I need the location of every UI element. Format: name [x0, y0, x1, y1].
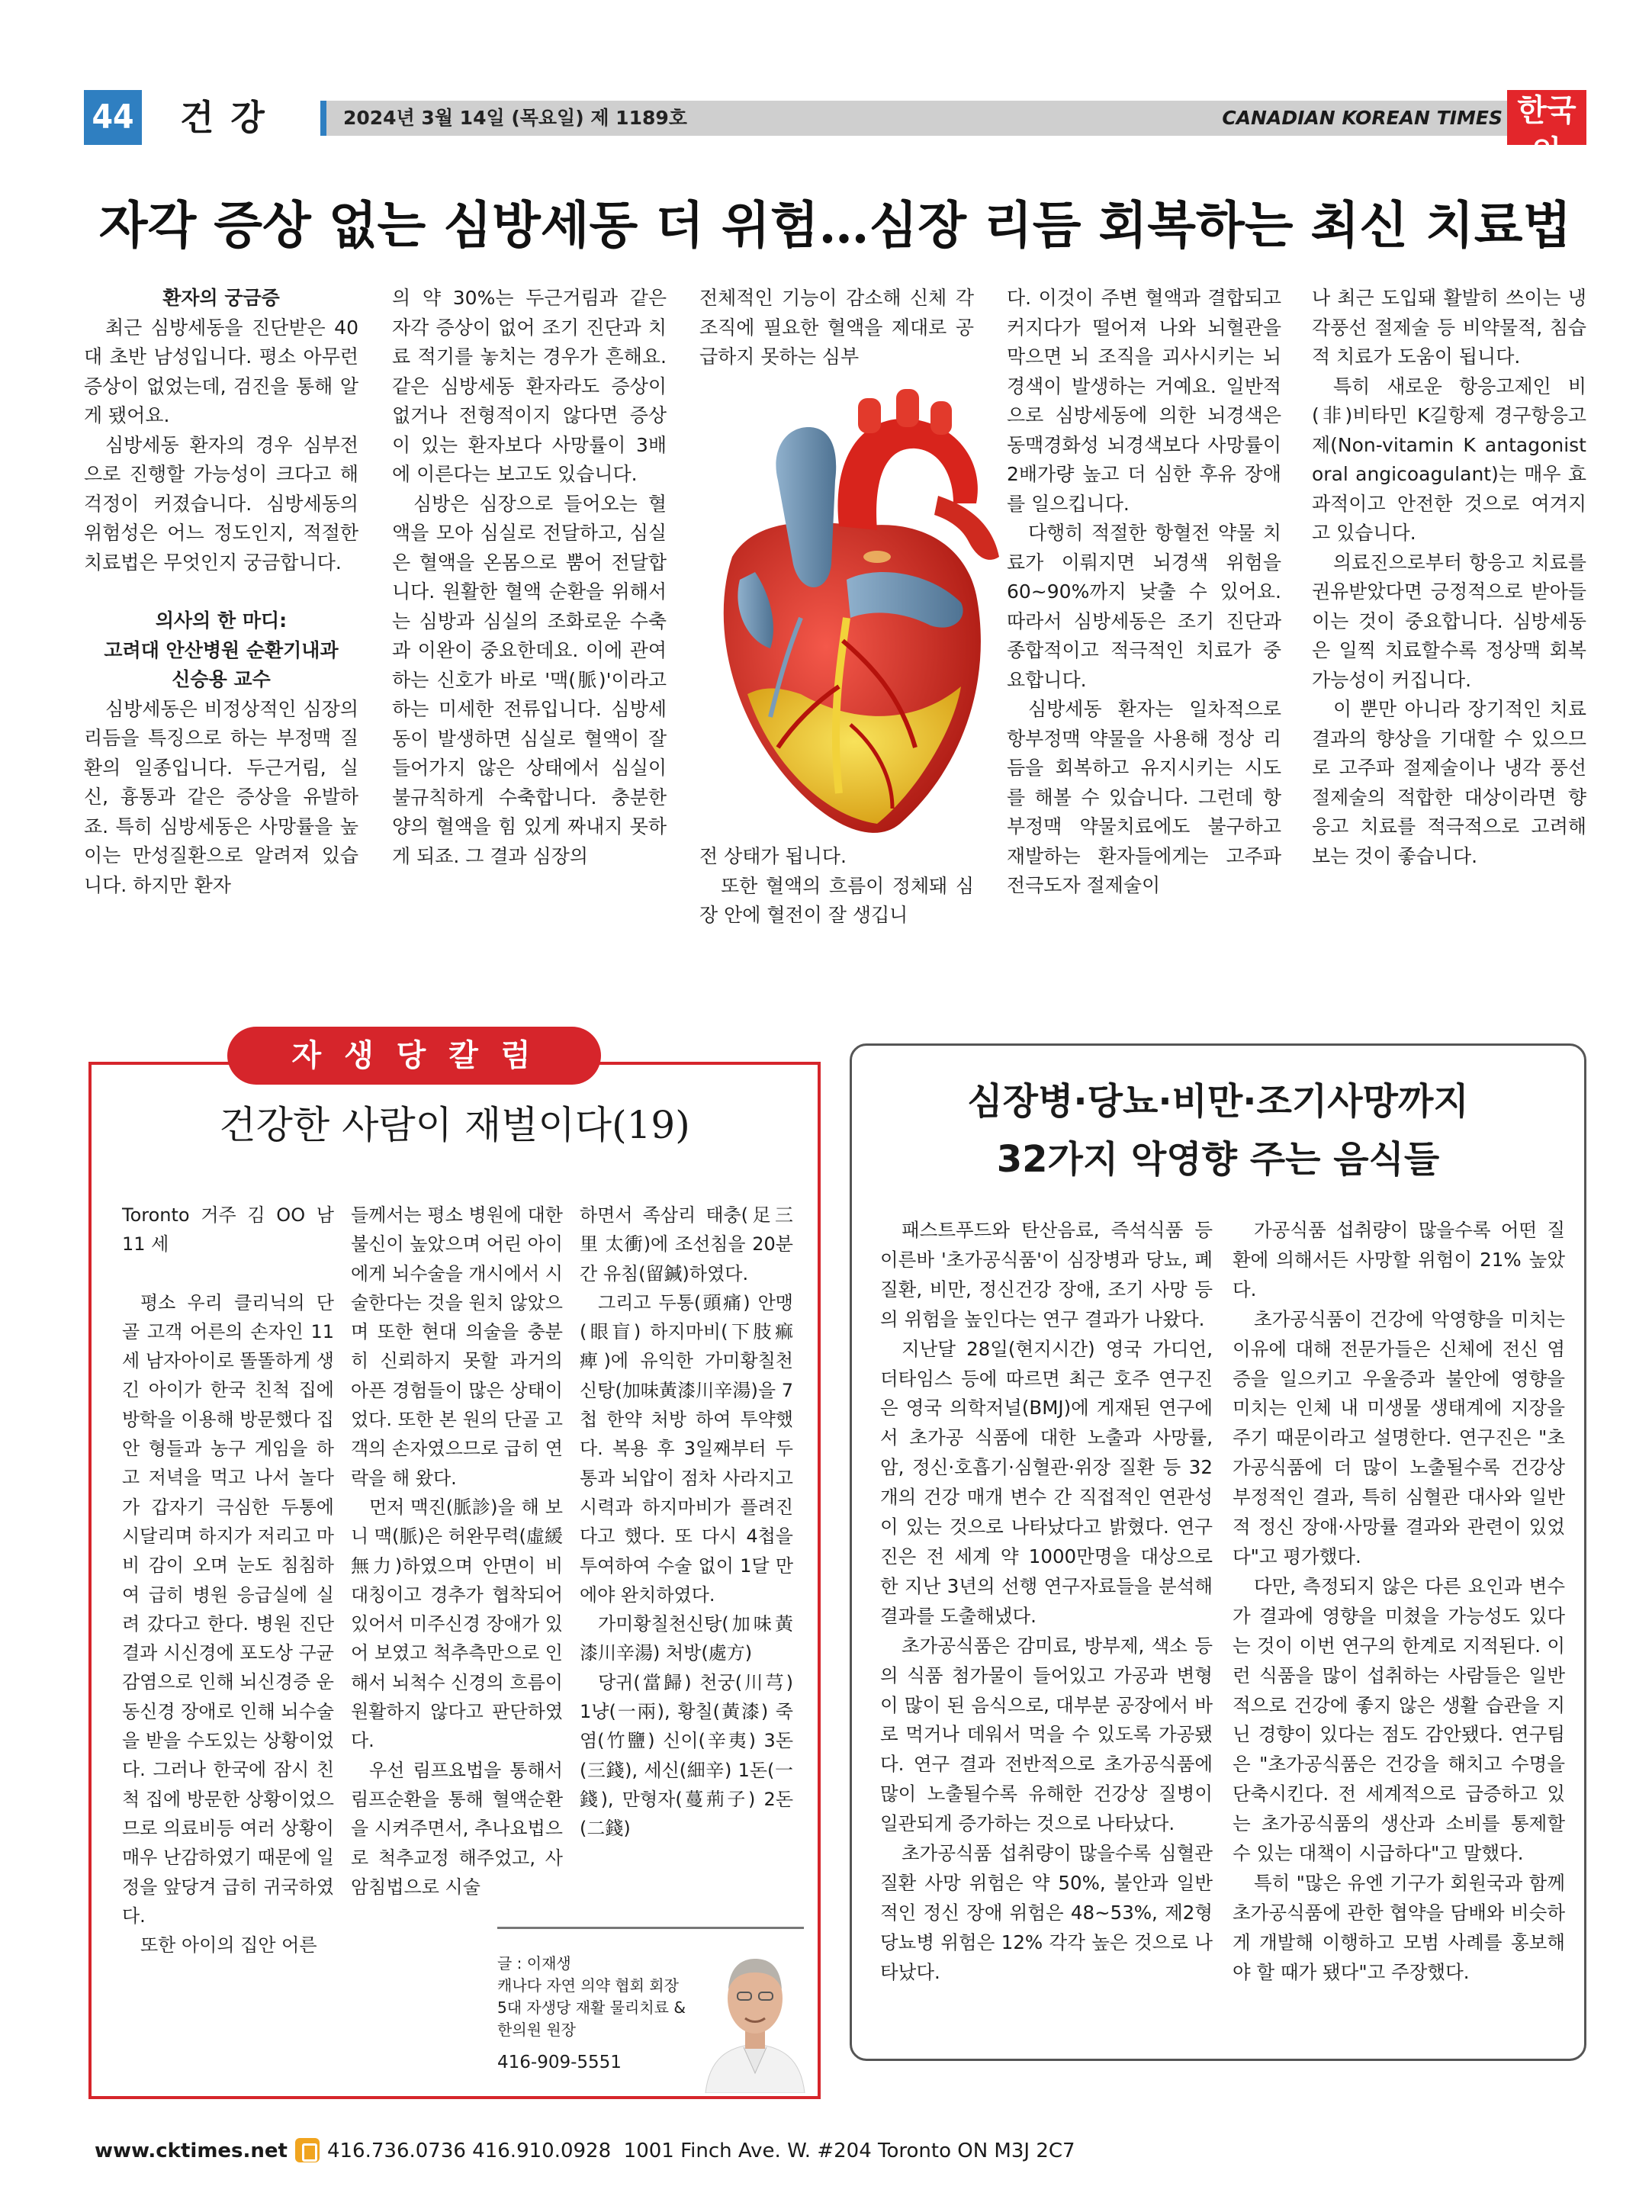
article-column-1 [84, 284, 358, 900]
article-column-2 [392, 284, 667, 871]
doctor-affiliation: 고려대 안산병원 순환기내과 [104, 638, 339, 661]
paragraph: 또한 혈액의 흐름이 정체돼 심장 안에 혈전이 잘 생깁니 [699, 874, 974, 926]
paragraph: 그리고 두통(頭痛) 안맹(眼盲) 하지마비(下肢痲痺)에 유익한 가미황칠천신탕(加味黃漆川辛湯)을 7첩 한약 처방 하여 투약했다. 복용 후 3일째부터 두통과 뇌압이 점차 사라지고 시력과 하지마비가 플려진다고 했다. 또 다시 4첩을 투여하여 수술 없이 1달 만에야 완치하였다. [580, 1291, 793, 1606]
paragraph: 우선 림프요법을 통해서 림프순환을 통해 혈액순환을 시켜주면서, 추나요법으로 척추교정 해주었고, 사암침법으로 시술 [351, 1759, 563, 1898]
paragraph: 나 최근 도입돼 활발히 쓰이는 냉각풍선 절제술 등 비약물적, 침습적 치료가 도움이 됩니다. [1312, 287, 1586, 368]
prescription-text: 당귀(當歸) 천궁(川芎) 1냥(一兩), 황칠(黃漆) 죽염(竹鹽) 신이(辛夷) 3돈(三錢), 세신(細辛) 1돈(一錢), 만형자(蔓荊子) 2돈(二錢) [580, 1671, 793, 1840]
article-column-4 [1007, 284, 1281, 901]
paragraph: 가공식품 섭취량이 많을수록 어떤 질환에 의해서든 사망할 위험이 21% 높았다. [1233, 1219, 1565, 1301]
column-title: 건강한 사람이 재벌이다(19) [219, 1103, 690, 1147]
page-number: 44 [84, 90, 142, 145]
article-column-5 [1312, 284, 1586, 871]
paragraph: 특히 새로운 항응고제인 비(非)비타민 K길항제 경구항응고제(Non-vitamin K antagonist oral angicoagulant)는 매우 효과적이고 안전한 것으로 여겨지고 있습니다. [1312, 375, 1586, 544]
paragraph: 특히 "많은 유엔 기구가 회원국과 함께 초가공식품에 관한 협약을 담배와 비슷하게 개발해 이행하고 모범 사례를 홍보해야 할 때가 됐다"고 주장했다. [1233, 1871, 1565, 1983]
author-title-1: 캐나다 자연 의약 협회 회장 [497, 1976, 679, 1995]
page-header [84, 90, 1586, 189]
paragraph: 평소 우리 클리닉의 단골 고객 어른의 손자인 11세 남자아이로 똘똘하게 생긴 아이가 한국 친척 집에 방학을 이용해 방문했다 집안 형들과 농구 게임을 하고 저녁을 먹고 나서 놀다가 갑자기 극심한 두통에 시달리며 하지가 저리고 마비 감이 오며 눈도 침침하여 급히 병원 응급실에 실려 갔다고 한다. 병원 진단 결과 시신경에 포도상 구균 감염으로 인해 뇌신경증 운동신경 장애로 인해 뇌수술을 받을 수도있는 상황이었다. 그러나 한국에 잠시 친척 집에 방문한 상황이었으므로 의료비등 여러 상황이 매우 난감하였기 때문에 일정을 앞당겨 급히 귀국하였다. [122, 1291, 334, 1927]
news-title [850, 1072, 1586, 1188]
prescription-heading: 가미황칠천신탕(加味黃漆川辛湯) 처방(處方) [580, 1613, 793, 1664]
paragraph: 전 상태가 됩니다. [699, 845, 847, 867]
doctor-name: 신승용 교수 [172, 668, 271, 690]
paragraph: 최근 심방세동을 진단받은 40대 초반 남성입니다. 평소 아무런 증상이 없었는데, 검진을 통해 알게 됐어요. [84, 316, 358, 426]
paragraph: 다. 이것이 주변 혈액과 결합되고 커지다가 떨어져 나와 뇌혈관을 막으면 뇌 조직을 괴사시키는 뇌경색이 발생하는 거예요. 일반적으로 심방세동에 의한 뇌경색은 동맥경화성 뇌경색보다 사망률이 2배가량 높고 더 심한 후유 장애를 일으킵니다. [1007, 287, 1281, 515]
paragraph: 다만, 측정되지 않은 다른 요인과 변수가 결과에 영향을 미쳤을 가능성도 있다는 것이 이번 연구의 한계로 지적된다. 이런 식품을 많이 섭취하는 사람들은 일반적으로 건강에 좋지 않은 생활 습관을 지닌 경향이 있다는 점도 감안됐다. 연구팀은 "초가공식품은 건강을 해치고 수명을 단축시킨다. 전 세계적으로 급증하고 있는 초가공식품의 생산과 소비를 통제할 수 있는 대책이 시급하다"고 말했다. [1233, 1574, 1565, 1865]
column-text-3 [580, 1201, 793, 1844]
footer-address: 1001 Finch Ave. W. #204 Toronto ON M3J 2C7 [623, 2140, 1075, 2162]
publication-name: CANADIAN KOREAN TIMES [1222, 107, 1503, 129]
paragraph: 먼저 맥진(脈診)을 해 보니 맥(脈)은 허완무력(虛緩無力)하였으며 안면이 비대칭이고 경추가 협착되어 있어서 미주신경 장애가 있어 보였고 척추측만으로 인해서 뇌척수 신경의 흐름이 원활하지 않다고 판단하였다. [351, 1496, 563, 1752]
header-bar-accent [320, 101, 326, 136]
article-column-3 [699, 284, 974, 372]
news-column-1 [880, 1216, 1213, 1988]
paragraph: 초가공식품 섭취량이 많을수록 심혈관 질환 사망 위험은 약 50%, 불안과 일반적인 정신 장애 위험은 48~53%, 제2형 당뇨병 위험은 12% 각각 높은 것으로 나타났다. [880, 1842, 1213, 1983]
author-divider [497, 1927, 804, 1929]
paragraph: 의 약 30%는 두근거림과 같은 자각 증상이 없어 조기 진단과 치료 적기를 놓치는 경우가 흔해요. 같은 심방세동 환자라도 증상이 없거나 전형적이지 않다면 증상이 있는 환자보다 사망률이 3배에 이른다는 보고도 있습니다. [392, 287, 667, 485]
main-headline: 자각 증상 없는 심방세동 더 위험…심장 리듬 회복하는 최신 치료법 [98, 195, 1572, 255]
page-footer [95, 2136, 1075, 2166]
column-banner: 자 생 당 칼 럼 [227, 1027, 601, 1085]
issue-date: 2024년 3월 14일 (목요일) 제 1189호 [343, 107, 687, 129]
byline: Toronto 거주 김 OO 남 11 세 [122, 1204, 334, 1256]
column-text-1 [122, 1201, 334, 1960]
paragraph: 들께서는 평소 병원에 대한 불신이 높았으며 어린 아이에게 뇌수술을 개시에서 시술한다는 것을 원치 않았으며 또한 현대 의술을 충분히 신뢰하지 못할 과거의 아픈 경험들이 많은 상태이었다. 또한 본 원의 단골 고객의 손자였으므로 급히 연락을 해 왔다. [351, 1204, 563, 1489]
logo-subtext: CANADIAN KOREAN TIMES WEEKLY [1507, 174, 1586, 189]
paragraph: 의료진으로부터 항응고 치료를 권유받았다면 긍정적으로 받아들이는 것이 중요합니다. 심방세동은 일찍 치료할수록 정상맥 회복 가능성이 커집니다. [1312, 551, 1586, 691]
author-phone: 416-909-5551 [497, 2053, 622, 2072]
paragraph: 심방세동은 비정상적인 심장의 리듬을 특징으로 하는 부정맥 질환의 일종입니다. 두근거림, 실신, 흉통과 같은 증상을 유발하죠. 특히 심방세동은 사망률을 높이는 만성질환으로 알려져 있습니다. 하지만 환자 [84, 697, 358, 896]
column-text-2 [351, 1201, 563, 1902]
author-label: 글 : 이재생 [497, 1954, 571, 1972]
article-column-3-bottom [699, 842, 974, 931]
paragraph: 다행히 적절한 항혈전 약물 치료가 이뤄지면 뇌경색 위험을 60~90%까지 낮출 수 있어요. 따라서 심방세동은 조기 진단과 종합적이고 적극적인 치료가 중요합니다. [1007, 522, 1281, 691]
website-link[interactable]: www.cktimes.net [95, 2140, 288, 2162]
paragraph: 전체적인 기능이 감소해 신체 각 조직에 필요한 혈액을 제대로 공 급하지 못하는 심부 [699, 287, 974, 368]
doctor-heading: 의사의 한 마디: [155, 609, 288, 632]
logo-text: 한국인 [1517, 93, 1576, 169]
section-title: 건강 [180, 97, 281, 138]
author-title-3: 한의원 원장 [497, 2021, 576, 2039]
paragraph: 초가공식품이 건강에 악영향을 미치는 이유에 대해 전문가들은 신체에 전신 염증을 일으키고 우울증과 불안에 영향을 미치는 인체 내 미생물 생태계에 지장을 주기 때문이라고 설명한다. 연구진은 "초가공식품에 더 많이 노출될수록 건강상 부정적인 결과, 특히 심혈관 대사와 일반적 정신 장애·사망률 결과와 관련이 있었다"고 평가했다. [1233, 1307, 1565, 1567]
paragraph: 심방은 심장으로 들어오는 혈액을 모아 심실로 전달하고, 심실은 혈액을 온몸으로 뿜어 전달합니다. 원활한 혈액 순환을 위해서는 심방과 심실의 조화로운 수축과 이완이 중요한데요. 이에 관여하는 신호가 바로 '맥(脈)'이라고 하는 미세한 전류입니다. 심방세동이 발생하면 심실로 혈액이 잘 들어가지 않은 상태에서 심실이 불규칙하게 수축합니다. 충분한 양의 혈액을 힘 있게 짜내지 못하게 되죠. 그 결과 심장의 [392, 492, 667, 867]
paragraph: 심방세동 환자는 일차적으로 항부정맥 약물을 사용해 정상 리듬을 회복하고 유지시키는 시도를 해볼 수 있습니다. 그런데 항부정맥 약물치료에도 불구하고 재발하는 환자들에게는 고주파 전극도자 절제술이 [1007, 698, 1281, 896]
paragraph: 초가공식품은 감미료, 방부제, 색소 등의 식품 첨가물이 들어있고 가공과 변형이 많이 된 음식으로, 대부분 공장에서 바로 먹거나 데워서 먹을 수 있도록 가공됐다. 연구 결과 전반적으로 초가공식품에 많이 노출될수록 유해한 건강상 질병이 일관되게 증가하는 것으로 나타났다. [880, 1634, 1213, 1835]
news-title-line-2: 32가지 악영향 주는 음식들 [996, 1138, 1440, 1181]
paragraph: 하면서 족삼리 태충(足三里 太衝)에 조선침을 20분간 유침(留鍼)하였다. [580, 1204, 793, 1284]
newspaper-logo [1507, 90, 1586, 189]
news-title-line-1: 심장병·당뇨·비만·조기사망까지 [967, 1080, 1469, 1123]
paragraph: 패스트푸드와 탄산음료, 즉석식품 등 이른바 '초가공식품'이 심장병과 당뇨, 폐질환, 비만, 정신건강 장애, 조기 사망 등의 위험을 높인다는 연구 결과가 나왔다. [880, 1219, 1213, 1330]
question-heading: 환자의 궁금증 [162, 287, 280, 309]
footer-phones: 416.736.0736 416.910.0928 [326, 2140, 612, 2162]
author-info [497, 1953, 688, 2074]
paragraph: 또한 아이의 집안 어른 [140, 1934, 317, 1956]
author-title-2: 5대 자생당 재활 물리치료 & [497, 1998, 686, 2017]
phone-icon [295, 2138, 320, 2162]
author-portrait [698, 1944, 812, 2093]
paragraph: 지난달 28일(현지시간) 영국 가디언, 더타임스 등에 따르면 최근 호주 연구진은 영국 의학저널(BMJ)에 게재된 연구에서 초가공 식품에 대한 노출과 사망률, 암, 정신·호흡기·심혈관·위장 질환 등 32개의 건강 매개 변수 간 직접적인 연관성이 있는 것으로 나타났다고 밝혔다. 연구진은 전 세계 약 1000만명을 대상으로 한 지난 3년의 선행 연구자료들을 분석해 결과를 도출해냈다. [880, 1337, 1213, 1627]
news-column-2 [1233, 1216, 1565, 1988]
paragraph: 심방세동 환자의 경우 심부전으로 진행할 가능성이 크다고 해 걱정이 커졌습니다. 심방세동의 위험성은 어느 정도인지, 적절한 치료법은 무엇인지 궁금합니다. [84, 433, 358, 574]
heart-anatomy-illustration [686, 366, 1007, 854]
paragraph: 이 뿐만 아니라 장기적인 치료 결과의 향상을 기대할 수 있으므로 고주파 절제술이나 냉각 풍선 절제술의 적합한 대상이라면 향응고 치료를 적극적으로 고려해 보는 것이 좋습니다. [1312, 698, 1586, 867]
